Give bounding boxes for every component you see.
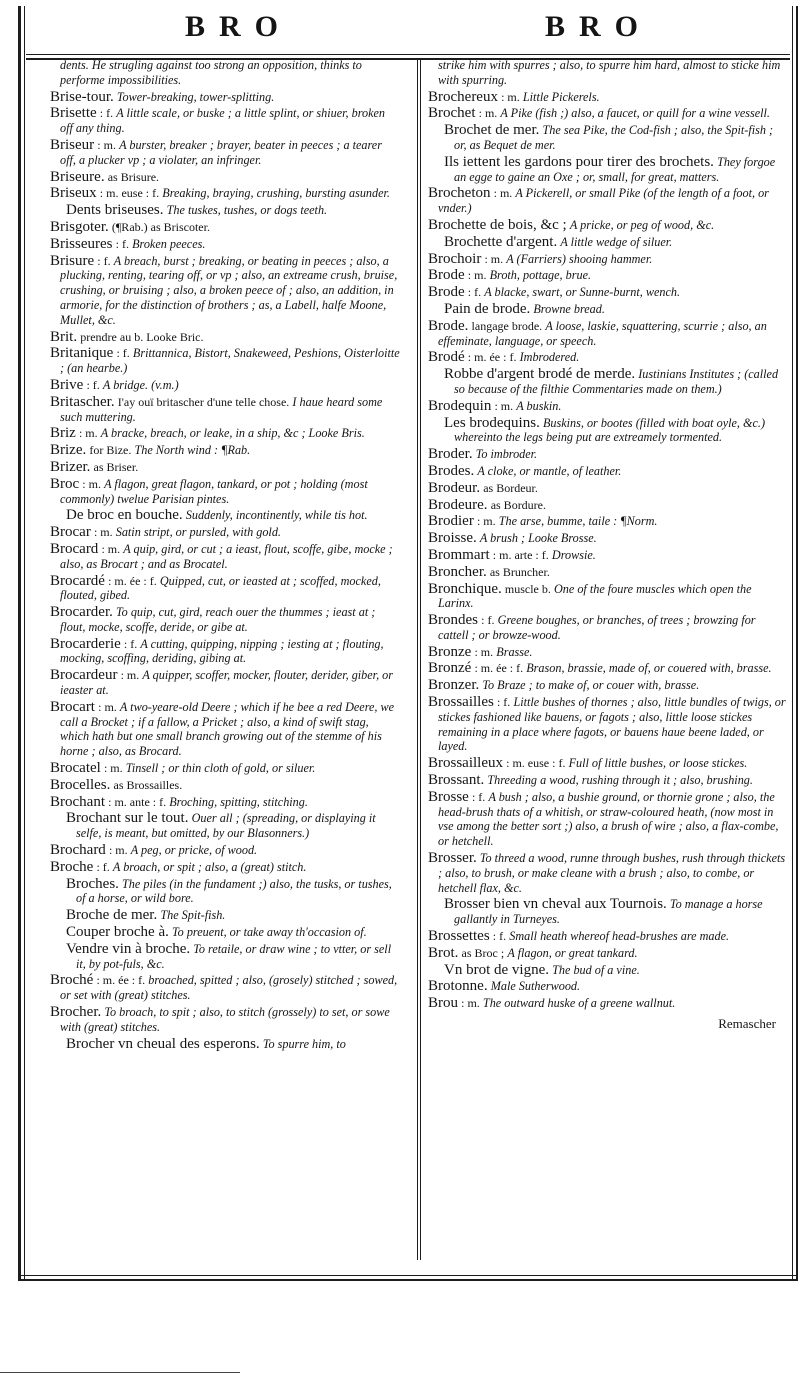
headword: Vendre vin à broche.: [66, 940, 191, 957]
dictionary-entry: [50, 395, 400, 425]
definition: dents. He strugling against too strong an opposition, thinks to performe impossibilities.: [60, 58, 362, 87]
definition: Imbrodered.: [519, 350, 580, 365]
dictionary-entry: [428, 790, 788, 849]
grammar-note: : m.: [474, 644, 494, 659]
frame-rule-bottom: [18, 1279, 798, 1281]
definition: strike him with spurres ; also, to spurre him hard, almost to sticke him with spurring.: [438, 58, 781, 87]
dictionary-entry: [428, 979, 788, 994]
dictionary-entry: [50, 254, 400, 328]
dictionary-entry: [428, 946, 788, 961]
grammar-note: for Bize.: [89, 443, 132, 458]
definition: They forgoe an egge to gaine an Oxe ; or, small, for great, matters.: [454, 154, 776, 184]
grammar-note: : m.: [93, 525, 113, 540]
headword: Brocher.: [50, 1004, 102, 1021]
dictionary-entry: [50, 637, 400, 667]
headword: Britanique: [50, 345, 114, 362]
headword: Brisette: [50, 105, 97, 122]
definition: Suddenly, incontinently, while tis hot.: [185, 508, 368, 523]
headword: Brocarder.: [50, 604, 113, 621]
headword: Brocher vn cheual des esperons.: [66, 1035, 260, 1052]
dictionary-entry: [428, 123, 788, 153]
headword: Brodé: [428, 349, 465, 366]
dictionary-entry: [50, 811, 400, 841]
definition: Satin stript, or pursled, with gold.: [115, 525, 281, 540]
dictionary-entry: [50, 860, 400, 875]
column-divider: [417, 60, 418, 1260]
dictionary-entry: [50, 346, 400, 376]
headword: Brodeur.: [428, 479, 481, 496]
dictionary-entry: [50, 426, 400, 441]
dictionary-entry: [50, 778, 400, 793]
dictionary-entry: [428, 661, 788, 676]
dictionary-entry: [428, 963, 788, 978]
grammar-note: as Briser.: [93, 459, 139, 474]
definition: To threed a wood, runne through bushes, rush through thickets ; also, to brush, or make cleane with a brush ; also, to combe, or hetchell flax, &c.: [438, 851, 786, 895]
headword: Brommart: [428, 546, 490, 563]
grammar-note: : m. ée : f.: [108, 573, 157, 588]
definition: Browne bread.: [533, 301, 605, 316]
definition: To retaile, or draw wine ; to vtter, or sell it, by pot-fuls, &c.: [76, 941, 392, 971]
dictionary-entry: [428, 582, 788, 612]
headword: Brocar: [50, 524, 91, 541]
frame-rule-right-inner: [792, 6, 793, 1281]
definition: A flagon, or great tankard.: [507, 945, 638, 960]
grammar-note: : f.: [86, 377, 100, 392]
dictionary-entry: [50, 330, 400, 345]
headword: Broncher.: [428, 563, 487, 580]
headword: Brochant sur le tout.: [66, 810, 189, 827]
dictionary-entry: [428, 350, 788, 365]
dictionary-entry: [50, 700, 400, 759]
dictionary-entry: [428, 106, 788, 121]
grammar-note: : m. euse : f.: [99, 186, 160, 201]
definition: To quip, cut, gird, reach ouer the thummes ; ieast at ; flout, mocke, scoffe, deride, or gibe at.: [60, 605, 376, 634]
running-head-right: BRO: [545, 10, 653, 43]
dictionary-entry: [428, 695, 788, 754]
headword: Brosse: [428, 788, 469, 805]
headword: Broche: [50, 858, 94, 875]
dictionary-entry: [50, 843, 400, 858]
grammar-note: : f.: [481, 613, 495, 628]
definition: Broth, pottage, brue.: [489, 268, 592, 283]
grammar-note: : m.: [493, 186, 513, 201]
headword: Brodes.: [428, 462, 475, 479]
dictionary-entry: [428, 498, 788, 513]
dictionary-entry: [50, 542, 400, 572]
headword: Bronzer.: [428, 677, 480, 694]
headword: Broches.: [66, 875, 119, 892]
grammar-note: (¶Rab.) as Briscoter.: [111, 219, 210, 234]
running-head-left: BRO: [185, 10, 293, 43]
dictionary-entry: [50, 925, 400, 940]
definition: Buskins, or bootes (filled with boat oyle, &c.) whereinto the legs being put are extreamely tormented.: [454, 415, 766, 445]
dictionary-entry: [50, 443, 400, 458]
grammar-note: : m.: [98, 699, 117, 714]
dictionary-entry: [428, 678, 788, 693]
grammar-note: : m. ée : f.: [96, 973, 146, 988]
definition: A pricke, or peg of wood, &c.: [569, 217, 715, 232]
headword: Brisgoter.: [50, 218, 109, 235]
dictionary-entry: [428, 302, 788, 317]
headword: Broder.: [428, 446, 473, 463]
catchword: Remascher: [718, 1016, 776, 1032]
grammar-note: as Broc ;: [461, 945, 505, 960]
definition: Ouer all ; (spreading, or displaying it selfe, is meant, but omitted, by our Blasonners.): [76, 811, 376, 841]
headword: Brocardé: [50, 572, 105, 589]
headword: Brochette d'argent.: [444, 233, 558, 250]
dictionary-entry: [428, 773, 788, 788]
dictionary-entry: [50, 203, 400, 218]
grammar-note: as Bruncher.: [489, 564, 550, 579]
dictionary-entry: [428, 996, 788, 1011]
headword: Brise-tour.: [50, 88, 114, 105]
definition: A (Farriers) shooing hammer.: [506, 251, 653, 266]
headword: Brochard: [50, 842, 106, 859]
headword: Brochet de mer.: [444, 122, 540, 139]
definition: Brittannica, Bistort, Snakeweed, Peshions, Oisterloitte ; (an hearbe.): [60, 346, 400, 376]
grammar-note: : f.: [115, 236, 129, 251]
definition: A two-yeare-old Deere ; which if he bee a red Deere, we call a Brocket ; if a fallow, a Pricket ; also, a kind of swift stag, which hath but one small branch growing out of the stemme of his horne ; also, as Brocard.: [60, 699, 395, 759]
dictionary-entry: [428, 851, 788, 895]
dictionary-entry: [428, 613, 788, 643]
headword: Broisse.: [428, 530, 477, 547]
definition: A quip, gird, or cut ; a ieast, flout, scoffe, gibe, mocke ; also, as Brocart ; and as Brocatel.: [60, 541, 393, 571]
dictionary-entry: [50, 220, 400, 235]
dictionary-entry: [428, 531, 788, 546]
definition: To imbroder.: [475, 447, 538, 462]
headword: Brossant.: [428, 772, 485, 789]
headword: Brit.: [50, 328, 78, 345]
headword: Brochereux: [428, 88, 498, 105]
dictionary-entry: [428, 58, 788, 88]
grammar-note: : f.: [97, 253, 111, 268]
grammar-note: prendre au b. Looke Bric.: [80, 329, 204, 344]
definition: The Spit-fish.: [160, 908, 226, 923]
grammar-note: : m.: [82, 476, 101, 491]
grammar-note: : m. ée : f.: [467, 350, 517, 365]
dictionary-entry: [428, 235, 788, 250]
headword: Brochet: [428, 105, 476, 122]
dictionary-entry: [428, 285, 788, 300]
frame-rule-left: [18, 6, 21, 1281]
dictionary-entry: [50, 460, 400, 475]
definition: A bush ; also, a bushie ground, or thornie grone ; also, the head-brush thats of a whitish, or straw-coloured heath, (now most in vse among the better sort ;) also, a brush of wire ; also, a flax-combe, or hetchell.: [438, 789, 779, 849]
headword: Brocard: [50, 540, 99, 557]
definition: Greene boughes, or branches, of trees ; browzing for cattell ; or browze-wood.: [438, 613, 756, 642]
definition: The tuskes, tushes, or dogs teeth.: [166, 203, 328, 218]
grammar-note: : m. ante : f.: [108, 794, 167, 809]
grammar-note: : m.: [461, 996, 480, 1011]
grammar-note: langage brode.: [471, 318, 543, 333]
headword: Brossettes: [428, 928, 490, 945]
grammar-note: : f.: [471, 789, 486, 804]
definition: To manage a horse gallantly in Turneyes.: [454, 897, 763, 927]
dictionary-entry: [428, 756, 788, 771]
dictionary-entry: [428, 897, 788, 927]
headword: Brize.: [50, 442, 87, 459]
footer-rule: [0, 1372, 240, 1373]
headword: Brocheton: [428, 185, 491, 202]
headword: Briseure.: [50, 168, 105, 185]
headword: Brosser bien vn cheval aux Tournois.: [444, 896, 667, 913]
definition: To spurre him, to: [262, 1036, 346, 1051]
definition: A little wedge of siluer.: [560, 234, 673, 249]
dictionary-entry: [428, 645, 788, 660]
definition: Tower-breaking, tower-splitting.: [116, 89, 275, 104]
headword: Les brodequins.: [444, 414, 540, 431]
dictionary-entry: [50, 605, 400, 635]
dictionary-entry: [428, 367, 788, 397]
headword: Brocelles.: [50, 776, 111, 793]
headword: Broche de mer.: [66, 907, 158, 924]
headword: Brocatel: [50, 760, 101, 777]
dictionary-entry: [428, 416, 788, 446]
definition: A breach, burst ; breaking, or beating in peeces ; also, a plucking, renting, tearing off, or vp ; also, an extreame crush, bruise, crushing, or bruising ; also, a broken peece of ; also, an addition, in armorie, for the distinction of brothers ; as, a Labell, halfe Moone, Mullet, &c.: [60, 253, 398, 327]
headword: Brochette de bois, &c ;: [428, 216, 567, 233]
headword: Briz: [50, 425, 76, 442]
headword: Briseur: [50, 136, 95, 153]
dictionary-entry: [50, 942, 400, 972]
dictionary-entry: [50, 908, 400, 923]
dictionary-entry: [50, 186, 400, 201]
headword: Brochant: [50, 793, 105, 810]
definition: Iustinians Institutes ; (called so because of the filthie Commentaries made on them.): [454, 367, 779, 396]
headword: Dents briseuses.: [66, 202, 164, 219]
headword: Briseux: [50, 185, 97, 202]
definition: The bud of a vine.: [552, 962, 640, 977]
definition: A Pickerell, or small Pike (of the length of a foot, or vnder.): [438, 186, 769, 216]
headword: Brossailles: [428, 694, 494, 711]
dictionary-entry: [50, 477, 400, 507]
headword: Brode: [428, 267, 465, 284]
headword: Brondes: [428, 612, 478, 629]
grammar-note: : m.: [120, 668, 140, 683]
headword: Brisure: [50, 252, 95, 269]
headword: Vn brot de vigne.: [444, 961, 549, 978]
grammar-note: : m.: [476, 514, 496, 529]
grammar-note: : m. arte : f.: [492, 547, 549, 562]
dictionary-entry: [50, 58, 400, 88]
definition: Little bushes of thornes ; also, little bundles of twigs, or stickes fashioned like bauens, or fagots ; also, little loose stickes remaining in a place where fagots, or bauens haue beene laded, or layed.: [438, 695, 786, 754]
definition: Male Sutherwood.: [490, 979, 581, 994]
definition: Quipped, cut, or ieasted at ; scoffed, mocked, flouted, gibed.: [60, 573, 381, 603]
headword: Brodier: [428, 513, 474, 530]
dictionary-entry: [50, 237, 400, 252]
definition: To Braze ; to make of, or couer with, brasse.: [482, 678, 700, 693]
grammar-note: : f.: [492, 929, 507, 944]
grammar-note: : m.: [467, 268, 487, 283]
headword: Brosser.: [428, 850, 477, 867]
grammar-note: : f.: [496, 695, 511, 710]
definition: Breaking, braying, crushing, bursting asunder.: [162, 186, 390, 201]
definition: Tinsell ; or thin cloth of gold, or siluer.: [125, 761, 316, 776]
definition: A quipper, scoffer, mocker, flouter, derider, giber, or ieaster at.: [60, 668, 393, 698]
dictionary-entry: [428, 186, 788, 216]
definition: A cloke, or mantle, of leather.: [477, 463, 622, 478]
definition: I haue heard some such muttering.: [60, 394, 383, 424]
dictionary-entry: [428, 268, 788, 283]
grammar-note: : m.: [108, 843, 128, 858]
column-divider-inner: [420, 60, 421, 1260]
definition: One of the foure muscles which open the Larinx.: [438, 581, 752, 611]
definition: A burster, breaker ; brayer, beater in peeces ; a tearer off, a plucker vp ; a violater, an infringer.: [60, 137, 382, 167]
dictionary-entry: [428, 464, 788, 479]
dictionary-entry: [428, 514, 788, 529]
dictionary-entry: [428, 399, 788, 414]
dictionary-entry: [50, 1005, 400, 1035]
dictionary-entry: [428, 929, 788, 944]
headword: Brossailleux: [428, 755, 503, 772]
grammar-note: : m.: [478, 106, 498, 121]
dictionary-entry: [50, 761, 400, 776]
grammar-note: : f.: [96, 859, 110, 874]
definition: A buskin.: [516, 398, 562, 413]
definition: A bridge. (v.m.): [102, 377, 179, 392]
headword: Brizer.: [50, 458, 91, 475]
definition: To broach, to spit ; also, to stitch (grossely) to set, or sowe with (great) stitches.: [60, 1005, 390, 1034]
definition: A flagon, great flagon, tankard, or pot ; holding (most commonly) twelue Parisian pintes.: [60, 476, 368, 506]
dictionary-entry: [50, 525, 400, 540]
headword: Brotonne.: [428, 978, 488, 995]
headword: De broc en bouche.: [66, 507, 183, 524]
headword: Broché: [50, 972, 94, 989]
grammar-note: : f.: [116, 346, 130, 361]
grammar-note: : m.: [484, 251, 504, 266]
definition: A bracke, breach, or leake, in a ship, &c ; Looke Bris.: [100, 426, 365, 441]
headword: Bronze: [428, 643, 472, 660]
dictionary-entry: [50, 877, 400, 907]
grammar-note: : f.: [467, 285, 482, 300]
frame-rule-left-inner: [24, 6, 25, 1281]
headword: Brou: [428, 995, 458, 1012]
grammar-note: : m. ée : f.: [474, 661, 524, 676]
definition: broached, spitted ; also, (grosely) stitched ; sowed, or set with (great) stitches.: [60, 973, 398, 1003]
dictionary-entry: [50, 90, 400, 105]
headword: Britascher.: [50, 393, 115, 410]
definition: To preuent, or take away th'occasion of.: [172, 925, 367, 940]
definition: Brasse.: [496, 644, 533, 659]
dictionary-entry: [428, 218, 788, 233]
definition: Little Pickerels.: [522, 89, 600, 104]
frame-rule-bottom-inner: [18, 1275, 798, 1276]
grammar-note: : m.: [97, 137, 116, 152]
headword: Brocarderie: [50, 635, 121, 652]
headword: Brocart: [50, 698, 95, 715]
headword: Brode: [428, 284, 465, 301]
definition: Drowsie.: [551, 547, 596, 562]
grammar-note: : m.: [78, 426, 98, 441]
headword: Couper broche à.: [66, 924, 169, 941]
dictionary-entry: [428, 548, 788, 563]
definition: The arse, bumme, taile : ¶Norm.: [498, 514, 658, 529]
headword: Brodequin: [428, 397, 492, 414]
dictionary-entry: [50, 508, 400, 523]
dictionary-entry: [50, 668, 400, 698]
headword: Brot.: [428, 944, 459, 961]
headword: Brive: [50, 376, 84, 393]
definition: A little scale, or buske ; a little splint, or shiuer, broken off any thing.: [60, 106, 386, 136]
grammar-note: : m.: [501, 89, 520, 104]
headword: Brodeure.: [428, 496, 488, 513]
dictionary-entry: [50, 106, 400, 136]
definition: A broach, or spit ; also, a (great) stitch.: [112, 859, 307, 874]
dictionary-entry: [50, 1037, 400, 1052]
definition: Threeding a wood, rushing through it ; also, brushing.: [487, 773, 753, 788]
headword: Brocardeur: [50, 667, 118, 684]
definition: Broching, spitting, stitching.: [169, 794, 308, 809]
dictionary-entry: [428, 565, 788, 580]
dictionary-entry: [50, 574, 400, 604]
headword: Robbe d'argent brodé de merde.: [444, 366, 636, 383]
dictionary-entry: [50, 973, 400, 1003]
grammar-note: as Brossailles.: [113, 777, 183, 792]
headword: Brochoir: [428, 250, 482, 267]
headword: Bronzé: [428, 660, 472, 677]
definition: Full of little bushes, or loose stickes.: [568, 756, 748, 771]
left-column: [50, 58, 400, 1053]
definition: A peg, or pricke, of wood.: [130, 843, 258, 858]
grammar-note: I'ay ouï britascher d'une telle chose.: [117, 394, 290, 409]
grammar-note: : m.: [494, 398, 514, 413]
grammar-note: as Brisure.: [107, 169, 160, 184]
headword: Broc: [50, 475, 80, 492]
grammar-note: : f.: [123, 636, 138, 651]
headword: Pain de brode.: [444, 300, 531, 317]
dictionary-entry: [50, 378, 400, 393]
definition: A cutting, quipping, nipping ; iesting at ; flouting, mocking, scoffing, deriding, gibing at.: [60, 636, 384, 666]
grammar-note: muscle b.: [504, 581, 551, 596]
definition: A loose, laskie, squattering, scurrie ; also, an effeminate, language, or speech.: [438, 318, 767, 348]
headword: Ils iettent les gardons pour tirer des brochets.: [444, 153, 714, 170]
header-rule: [26, 54, 790, 55]
definition: The North wind : ¶Rab.: [134, 443, 251, 458]
definition: The piles (in the fundament ;) also, the tusks, or tushes, of a horse, or wild bore.: [76, 876, 392, 906]
definition: A Pike (fish ;) also, a faucet, or quill for a wine vessell.: [500, 106, 770, 121]
definition: A brush ; Looke Brosse.: [479, 531, 597, 546]
grammar-note: as Bordeur.: [483, 480, 538, 495]
definition: A blacke, swart, or Sunne-burnt, wench.: [484, 285, 681, 300]
grammar-note: : f.: [99, 106, 114, 121]
definition: The sea Pike, the Cod-fish ; also, the Spit-fish ; or, as Bequet de mer.: [454, 123, 774, 152]
grammar-note: : m.: [101, 541, 121, 556]
dictionary-entry: [428, 155, 788, 185]
dictionary-entry: [50, 795, 400, 810]
grammar-note: as Bordure.: [490, 497, 547, 512]
dictionary-entry: [50, 170, 400, 185]
dictionary-entry: [50, 138, 400, 168]
right-column: [428, 58, 788, 1032]
dictionary-entry: [428, 319, 788, 349]
grammar-note: : m.: [103, 761, 123, 776]
headword: Bronchique.: [428, 580, 502, 597]
headword: Brisseures: [50, 235, 113, 252]
dictionary-entry: [428, 481, 788, 496]
dictionary-entry: [428, 252, 788, 267]
definition: The outward huske of a greene wallnut.: [482, 996, 676, 1011]
definition: Small heath whereof head-brushes are made.: [509, 929, 730, 944]
dictionary-entry: [428, 90, 788, 105]
frame-rule-right: [796, 6, 798, 1281]
headword: Brode.: [428, 317, 469, 334]
dictionary-entry: [428, 447, 788, 462]
definition: Broken peeces.: [132, 236, 206, 251]
grammar-note: : m. euse : f.: [506, 756, 566, 771]
definition: Brason, brassie, made of, or couered with, brasse.: [526, 661, 772, 676]
